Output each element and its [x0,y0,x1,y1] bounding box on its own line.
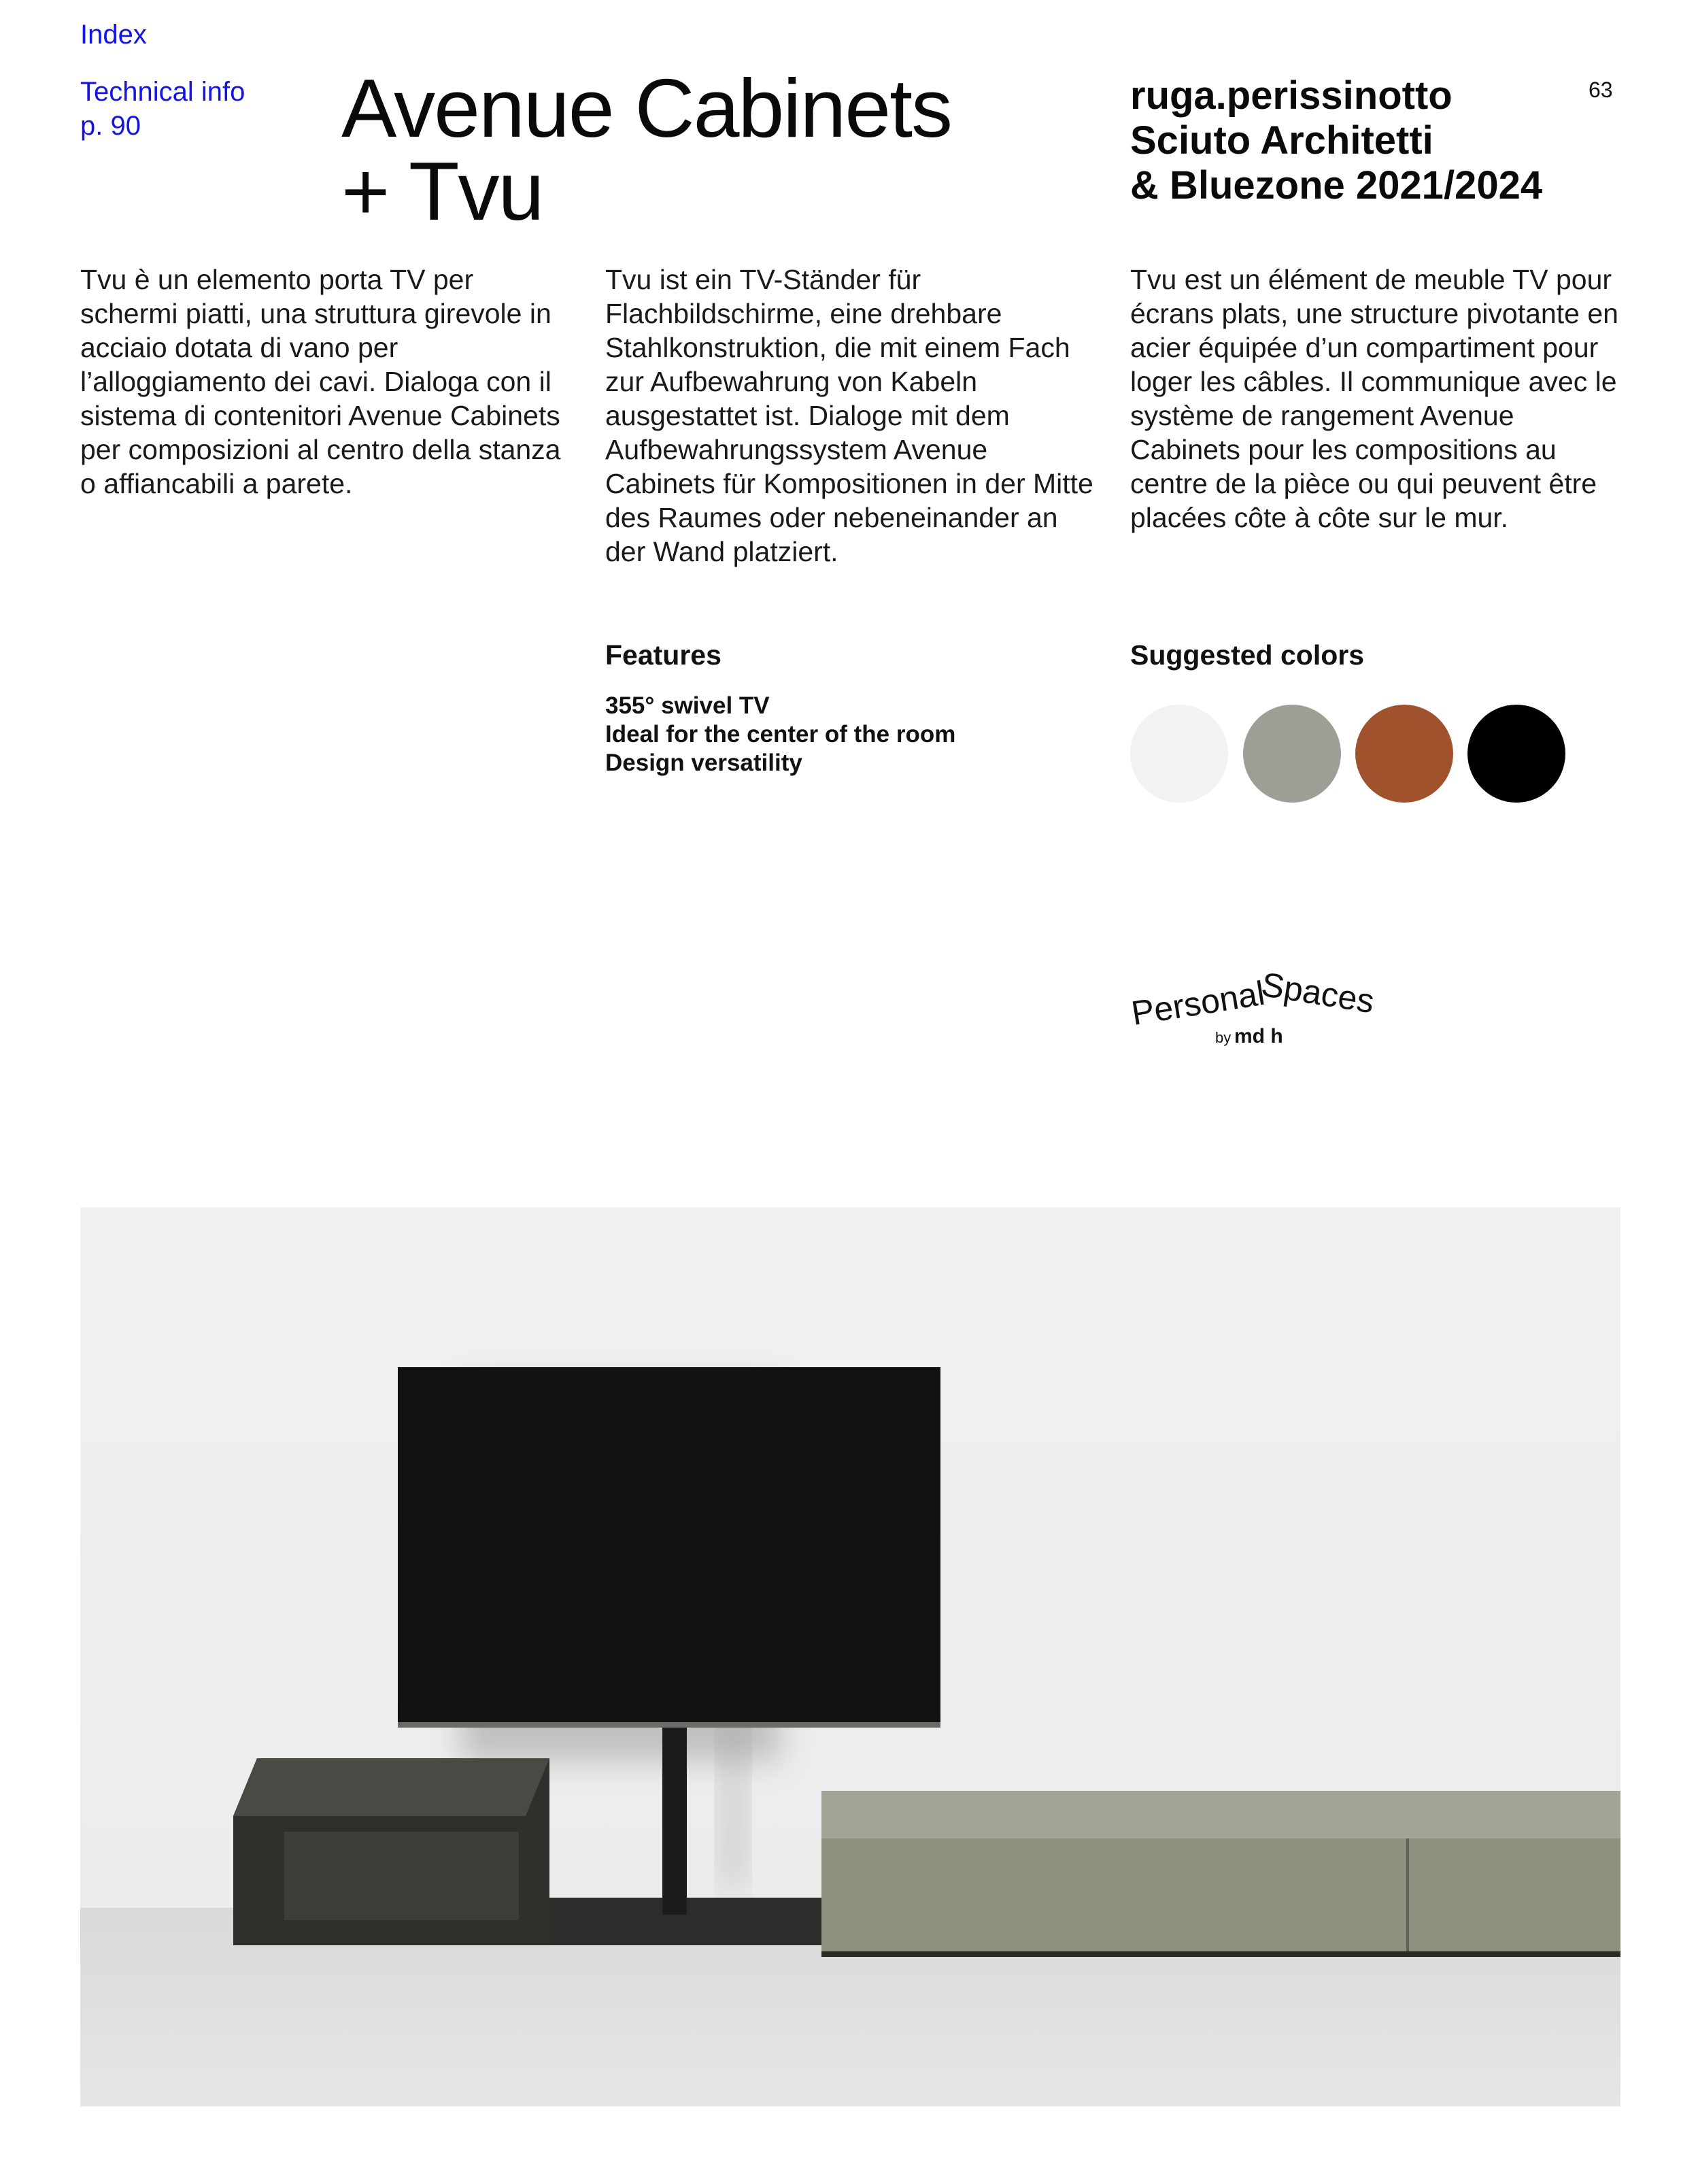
green-cabinet-plinth [821,1951,1620,1957]
designer-line-1: ruga.perissinotto [1130,73,1453,118]
dark-cabinet-top [233,1758,549,1816]
green-cabinet-front [821,1838,1620,1954]
product-illustration [80,1207,1620,2106]
features-section [605,639,955,777]
title-line-1: Avenue Cabinets [341,62,951,154]
color-swatch-grey [1243,705,1341,803]
index-link[interactable]: Index [80,20,147,50]
tv-screen [398,1367,940,1722]
personal-spaces-logo [1125,949,1384,1051]
feature-item: Design versatility [605,750,802,776]
feature-item: 355° swivel TV [605,692,770,719]
technical-info-link[interactable] [80,75,245,143]
green-cabinet-top [821,1791,1620,1838]
color-swatch-white [1130,705,1228,803]
logo-word-personal: Personal [1128,973,1268,1033]
tv-bezel [398,1722,940,1728]
product-photo [80,1207,1620,2106]
description-french: Tvu est un élément de meuble TV pour écrans plats, une structure pivotante en acier équipée d’un compartiment pour loger les câbles. Il communique avec le système de rangement Avenue Cabinets pour les compositions au centre de la pièce ou qui peuvent être placées côte à côte sur le mur. [1130,264,1618,533]
color-swatch-rust [1355,705,1453,803]
feature-item: Ideal for the center of the room [605,721,956,747]
designer-line-3: & Bluezone 2021/2024 [1130,163,1543,207]
page-title [341,62,951,237]
designer-credits [1130,73,1542,208]
dark-cabinet-opening [284,1832,519,1920]
description-german: Tvu ist ein TV-Ständer für Flachbildschirme, eine drehbare Stahlkonstruktion, die mit einem Fach zur Aufbewahrung von Kabeln ausgestattet ist. Dialoge mit dem Aufbewahrungssystem Avenue Cabinets für Kompositionen in der Mitte des Raumes oder nebeneinander an der Wand platziert. [605,264,1093,567]
suggested-colors-heading: Suggested colors [1130,639,1365,671]
page-number: 63 [1589,78,1613,102]
logo-brand: md h [1234,1025,1283,1047]
logo-word-spaces: Spaces [1259,964,1377,1021]
description-italian: Tvu è un elemento porta TV per schermi piatti, una struttura girevole in acciaio dotata di vano per l’alloggiamento dei cavi. Dialoga con il sistema di contenitori Avenue Cabinets per composizioni al centro della stanza o affiancabili a parete. [80,264,561,499]
features-heading: Features [605,639,721,671]
designer-line-2: Sciuto Architetti [1130,118,1433,163]
technical-info-page: p. 90 [80,111,141,141]
logo-by: by [1215,1029,1232,1046]
title-line-2: + Tvu [341,145,543,237]
technical-info-label: Technical info [80,77,245,107]
color-swatch-black [1467,705,1565,803]
